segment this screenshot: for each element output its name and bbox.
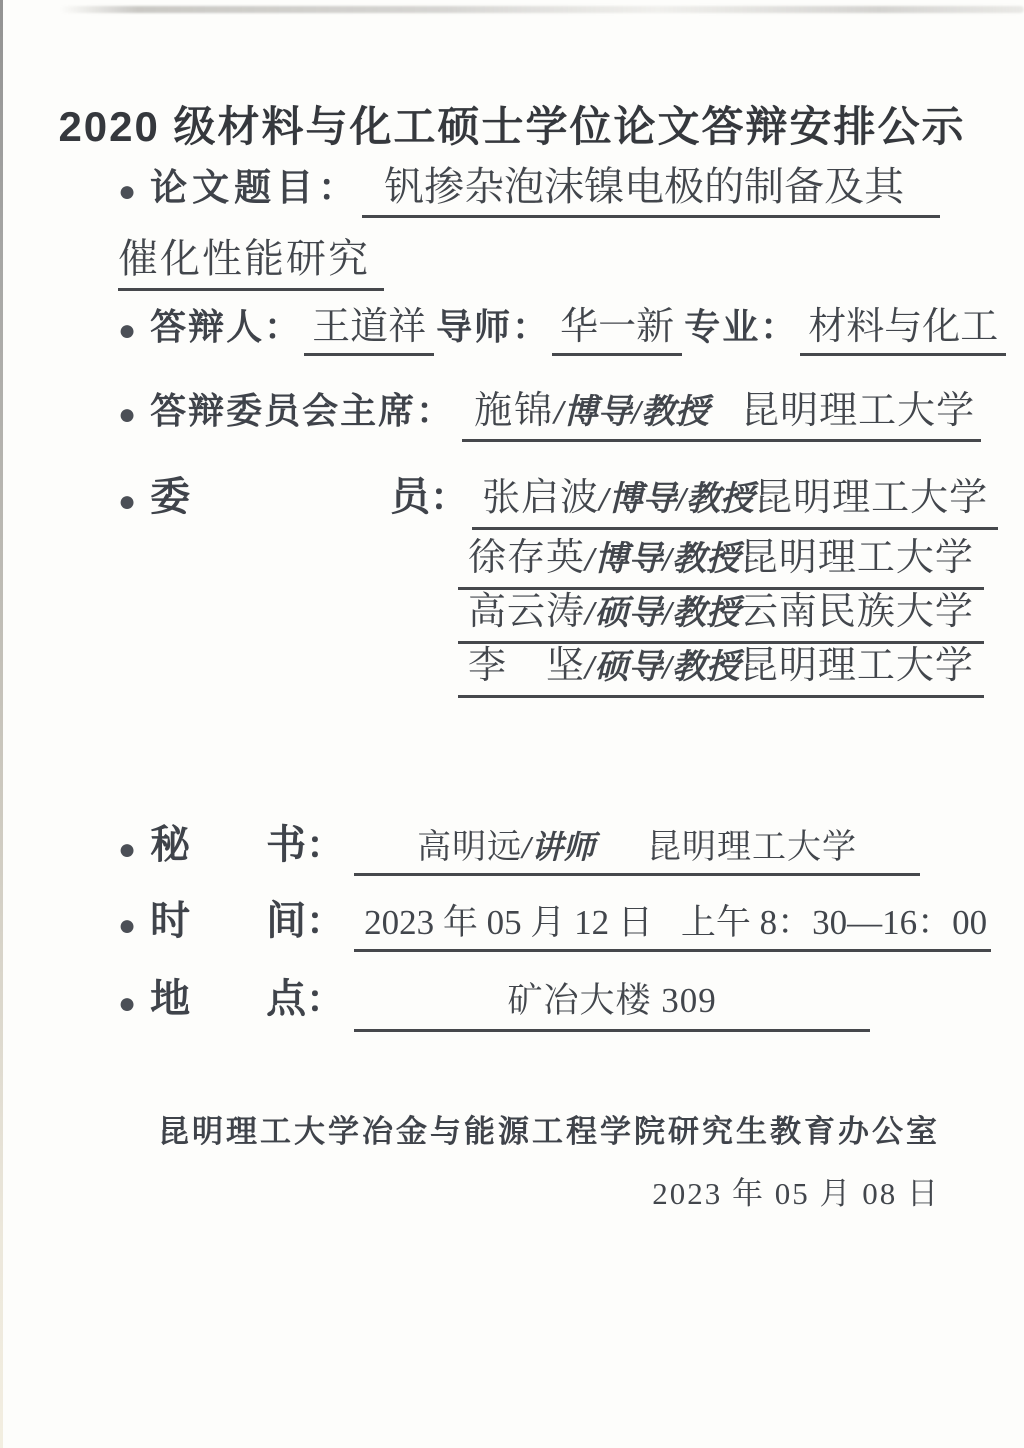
secretary-name: 高明远	[417, 829, 523, 866]
member-name: 李 坚	[468, 645, 586, 687]
member-credentials: /硕导/教授	[585, 649, 740, 686]
chair-name: 施锦	[474, 390, 555, 432]
member-credentials: /博导/教授	[585, 541, 740, 578]
thesis-title-row	[118, 164, 940, 218]
member-credentials: /博导/教授	[599, 481, 755, 518]
time-value	[354, 903, 991, 952]
committee-members-row	[118, 474, 989, 530]
member-affiliation: 昆明理工大学	[754, 477, 989, 519]
major-value: 材料与化工	[800, 306, 1006, 356]
committee-chair-label: 答辩委员会主席：	[150, 391, 455, 431]
secretary-affiliation: 昆明理工大学	[647, 829, 858, 866]
committee-member-line	[472, 477, 998, 530]
bullet-icon: ●	[118, 909, 137, 942]
member-affiliation: 昆明理工大学	[739, 645, 974, 687]
member-name: 高云涛	[468, 591, 586, 633]
committee-chair-value	[462, 390, 981, 442]
bullet-icon: ●	[118, 175, 137, 208]
time-row	[118, 898, 988, 952]
committee-member-line	[458, 537, 974, 590]
committee-label-colon: ：	[430, 477, 469, 519]
location-label-colon: ：	[306, 979, 345, 1021]
committee-chair-row	[118, 390, 976, 442]
issuing-office: 昆明理工大学冶金与能源工程学院研究生教育办公室	[158, 1114, 940, 1149]
time-label-colon: ：	[306, 901, 345, 943]
member-affiliation: 云南民族大学	[739, 591, 974, 633]
secretary-label: 秘 书	[150, 822, 307, 867]
thesis-title-value-line2: 催化性能研究	[118, 236, 384, 291]
bullet-icon: ●	[118, 987, 137, 1020]
member-name: 徐存英	[468, 537, 586, 579]
bullet-icon: ●	[118, 833, 137, 866]
bullet-icon: ●	[118, 485, 137, 518]
member-credentials: /硕导/教授	[585, 595, 740, 632]
committee-member-line	[458, 645, 974, 698]
page-title: 2020 级材料与化工硕士学位论文答辩安排公示	[58, 103, 966, 150]
scan-left-edge-artifact	[0, 0, 3, 1448]
location-place: 矿冶大楼 309	[507, 981, 717, 1020]
secretary-row	[118, 822, 920, 876]
thesis-title-wrap-row	[118, 236, 384, 291]
defense-date: 2023 年 05 月 12 日	[364, 903, 653, 942]
committee-member-line	[458, 591, 974, 644]
thesis-title-value-line1: 钒掺杂泡沫镍电极的制备及其	[362, 164, 940, 218]
chair-credentials: /博导/教授	[554, 394, 710, 431]
defender-label: 答辩人：	[150, 307, 303, 347]
secretary-value	[354, 828, 920, 876]
thesis-title-label: 论文题目：	[150, 168, 361, 209]
defender-name: 王道祥	[304, 306, 434, 356]
scan-top-edge-artifact	[60, 6, 1024, 13]
member-affiliation: 昆明理工大学	[739, 537, 974, 579]
secretary-credentials: /讲师	[522, 829, 596, 865]
chair-affiliation: 昆明理工大学	[741, 390, 976, 432]
location-label: 地 点	[150, 976, 307, 1021]
bullet-icon: ●	[118, 314, 137, 347]
committee-label: 委 员	[150, 474, 431, 519]
advisor-label: 导师：	[436, 307, 551, 347]
location-value	[354, 981, 870, 1032]
issue-date: 2023 年 05 月 08 日	[652, 1176, 940, 1211]
member-name: 张启波	[482, 477, 600, 519]
defender-row	[118, 306, 999, 356]
secretary-label-colon: ：	[306, 825, 345, 867]
time-label: 时 间	[150, 898, 307, 943]
bullet-icon: ●	[118, 398, 137, 431]
major-label: 专业：	[684, 307, 799, 347]
defense-period: 上午 8：30—16：00	[680, 903, 988, 942]
advisor-name: 华一新	[552, 306, 682, 356]
location-row	[118, 976, 870, 1032]
